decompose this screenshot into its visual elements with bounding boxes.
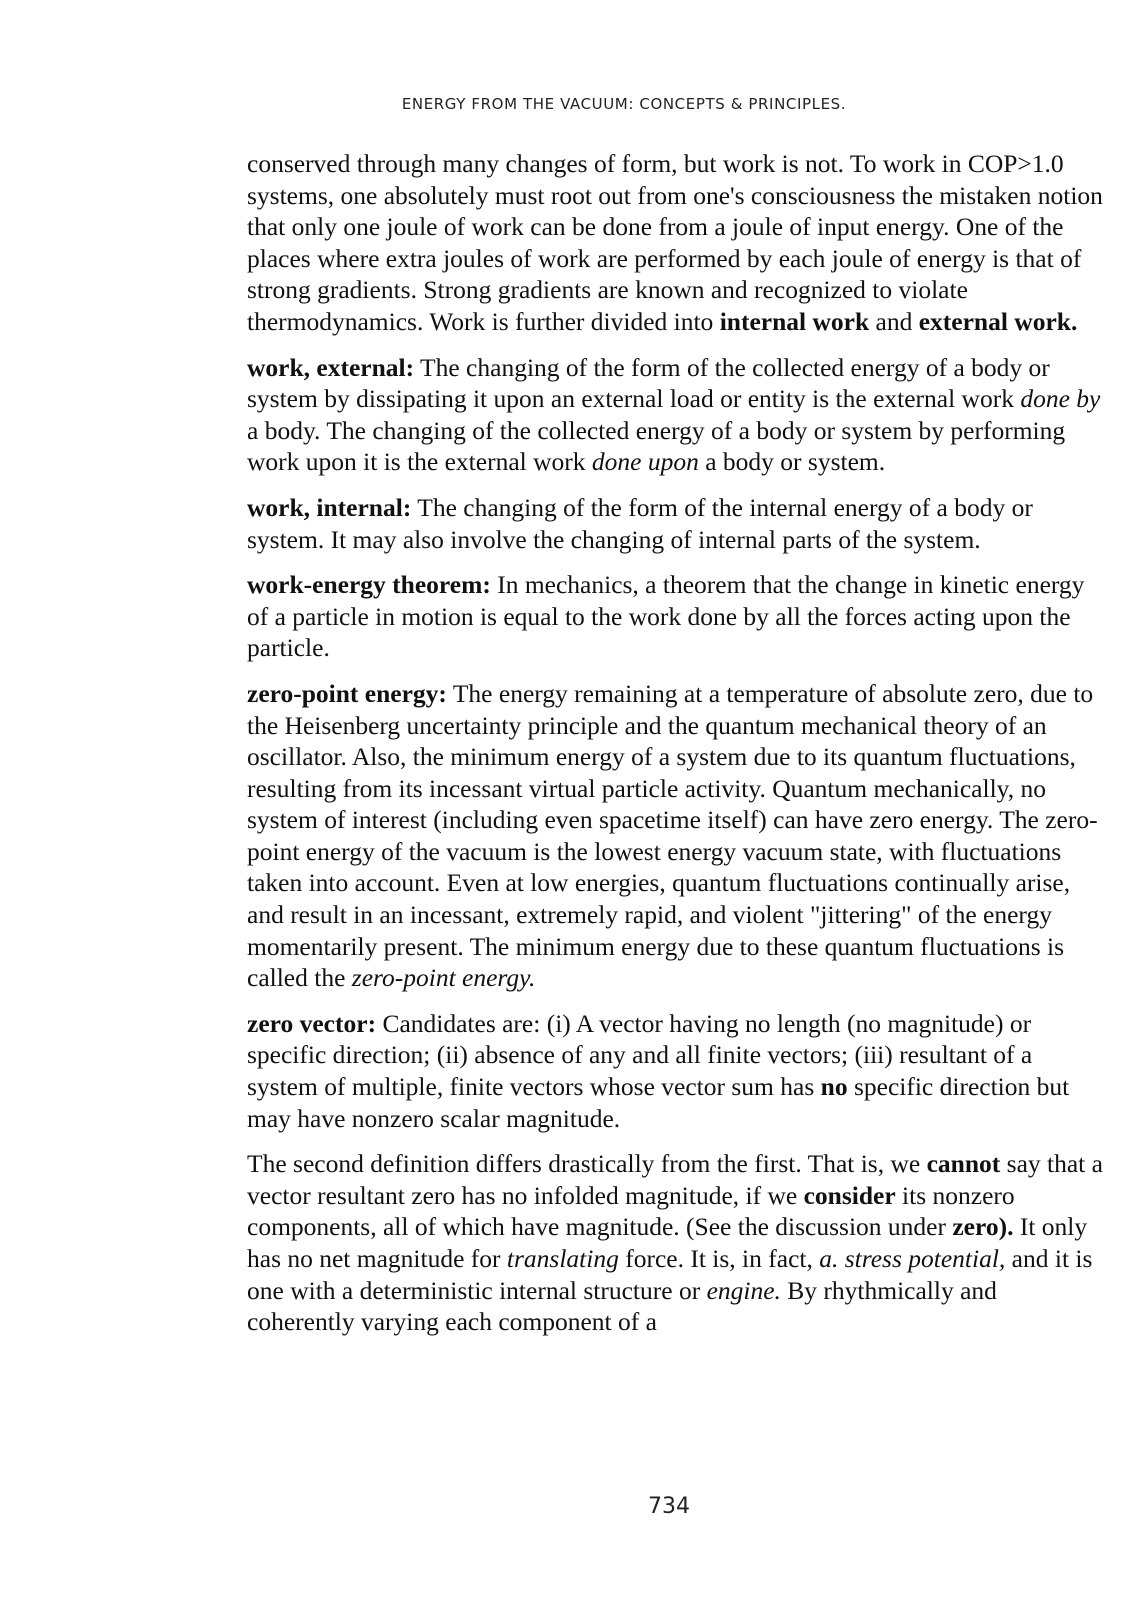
text-run: specific direction but may have nonzero scalar magnitude.: [247, 1072, 1070, 1133]
text-run: a body. The changing of the collected energy of a body or system by performing work upon it is the external work: [247, 415, 1066, 477]
text-run: a body or system.: [698, 447, 886, 477]
paragraph-second-definition: [247, 1148, 1103, 1338]
bold-term: work, internal:: [247, 492, 412, 522]
text-run: The second definition differs drastically from the first. That is, we: [247, 1149, 927, 1179]
text-run: Candidates are: (i) A vector having no length (no magnitude) or specific direction; (ii) absence of any and all finite vectors; (iii) resultant of a system of multiple, finite vectors whose vector sum has: [247, 1008, 1033, 1102]
italic-phrase: done upon: [591, 447, 699, 477]
bold-term: internal work: [719, 306, 870, 336]
text-run: The energy remaining at a temperature of absolute zero, due to the Heisenberg uncertainty principle and the quantum mechanical theory of an oscillator. Also, the minimum energy of a system due to its quantum fluctuations, resulting from its incessant virtual particle activity. Quantum mechanically, no system of interest (including even spacetime itself) can have zero energy. The zero-point energy of the vacuum is the lowest energy vacuum state, with fluctuations taken into account. Even at low energies, quantum fluctuations continually arise, and result in an incessant, extremely rapid, and violent "jittering" of the energy momentarily present. The minimum energy due to these quantum fluctuations is called the: [247, 678, 1098, 993]
glossary-entry-work-internal: [247, 492, 1103, 555]
bold-term: no: [820, 1072, 848, 1102]
bold-term: work, external:: [247, 352, 415, 382]
italic-phrase: done by: [1020, 384, 1101, 414]
italic-phrase: translating: [506, 1244, 619, 1273]
italic-phrase: zero-point energy.: [351, 963, 536, 993]
page-number: 734: [648, 1494, 690, 1519]
italic-phrase: a. stress potential,: [819, 1244, 1006, 1273]
text-run: and: [869, 306, 919, 336]
paragraph-continuation: [247, 148, 1103, 338]
glossary-entry-zero-vector: [247, 1008, 1103, 1134]
glossary-entry-zero-point-energy: [247, 678, 1103, 994]
bold-term: zero).: [952, 1212, 1014, 1242]
bold-term: cannot: [926, 1149, 1001, 1179]
text-run: say that a vector resultant zero has no infolded magnitude, if we: [247, 1149, 1103, 1210]
glossary-entry-work-energy-theorem: [247, 569, 1103, 664]
text-run: It only has no net magnitude for: [247, 1212, 1088, 1273]
text-run: The changing of the form of the collected energy of a body or system by dissipating it upon an external load or entity is the external work: [247, 352, 1050, 414]
text-run: force. It is, in fact,: [618, 1244, 820, 1273]
bold-term: consider: [803, 1180, 896, 1210]
bold-term: zero vector:: [247, 1008, 377, 1038]
glossary-entry-work-external: [247, 352, 1103, 478]
text-run: conserved through many changes of form, but work is not. To work in COP>1.0 systems, one absolutely must root out from one's consciousness the mistaken notion that only one joule of work can be done from a joule of input energy. One of the places where extra joules of work are performed by each joule of energy is that of strong gradients. Strong gradients are known and recognized to violate thermodynamics. Work is further divided into: [247, 149, 1103, 336]
italic-phrase: engine.: [706, 1275, 781, 1305]
text-run: and it is one with a deterministic internal structure or: [247, 1244, 1093, 1305]
running-header: ENERGY FROM THE VACUUM: CONCEPTS & PRINCIPLES.: [401, 95, 847, 113]
text-run: In mechanics, a theorem that the change in kinetic energy of a particle in motion is equal to the work done by all the forces acting upon the particle.: [247, 570, 1085, 663]
bold-term: zero-point energy:: [247, 678, 447, 708]
text-run: By rhythmically and coherently varying each component of a: [247, 1275, 997, 1337]
text-run: The changing of the form of the internal energy of a body or system. It may also involve the changing of internal parts of the system.: [247, 492, 1033, 554]
bold-term: external work.: [918, 306, 1078, 336]
bold-term: work-energy theorem:: [247, 570, 491, 600]
page-body: [247, 148, 1103, 1352]
text-run: its nonzero components, all of which have magnitude. (See the discussion under: [247, 1180, 1015, 1242]
